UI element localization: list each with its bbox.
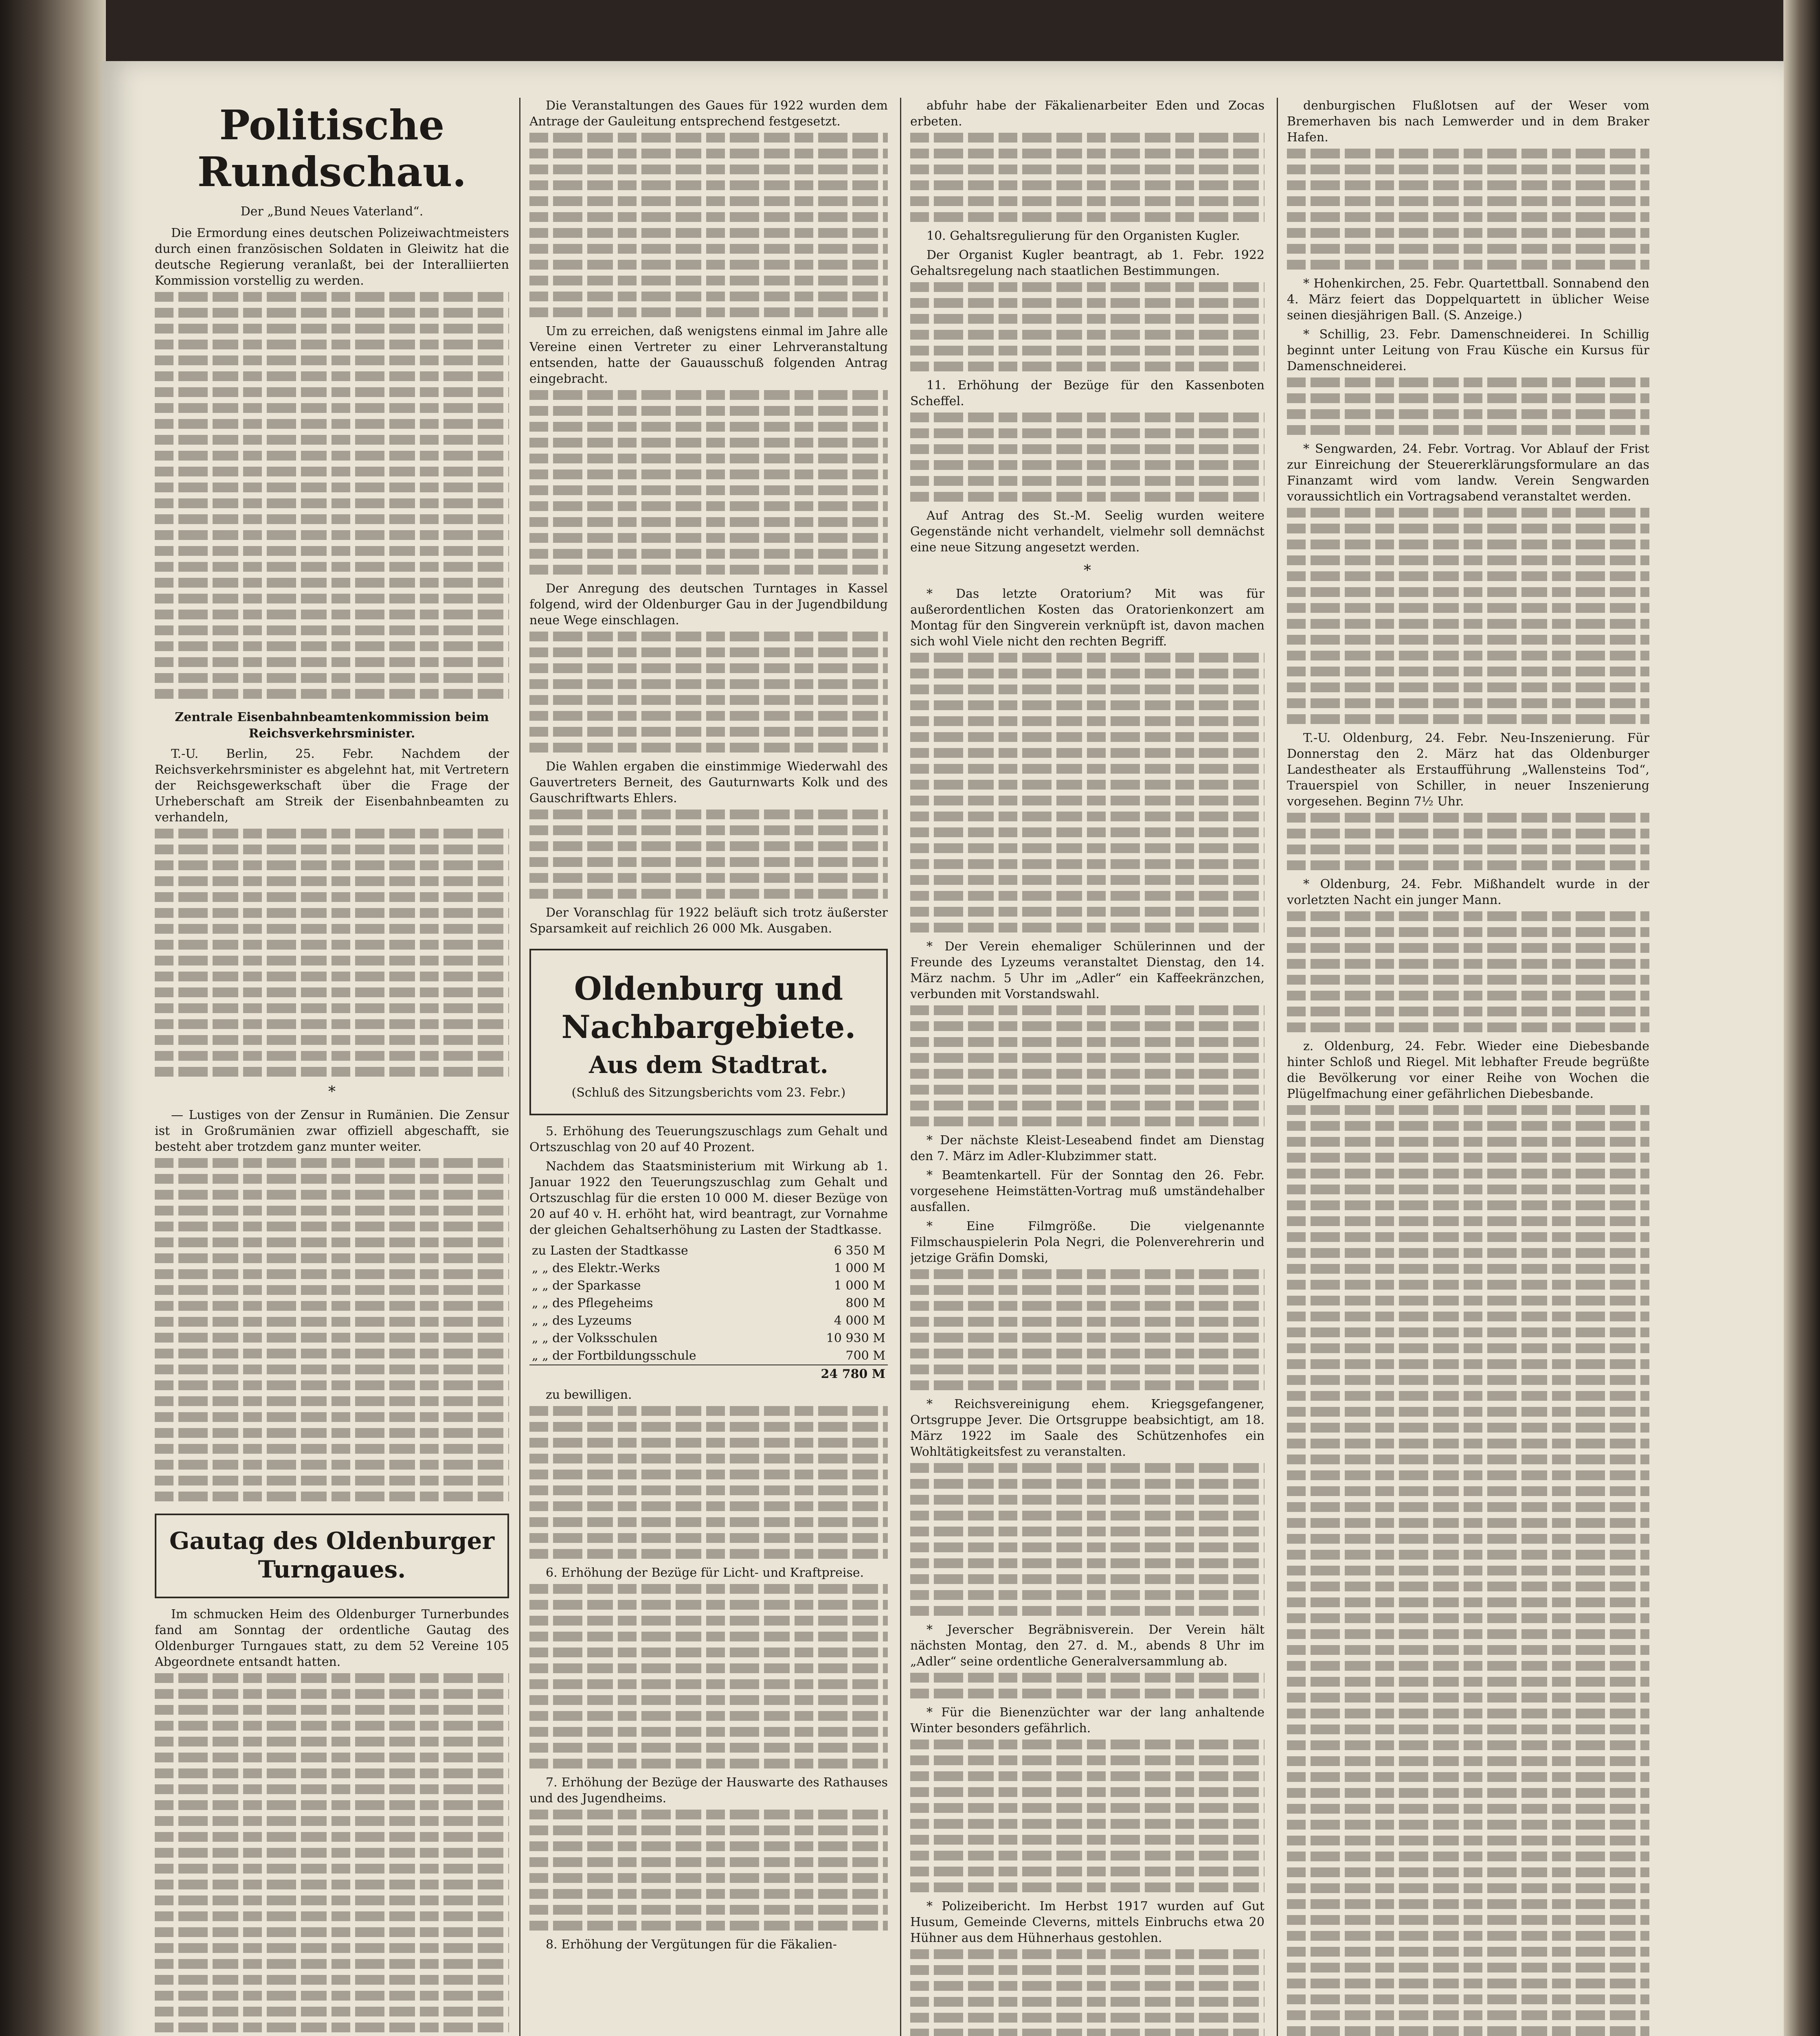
column-3 [910,98,1265,2036]
article-lead: * Schillig, 23. Febr. Damenschneiderei. In Schillig beginnt unter Leitung von Frau Küsche ein Kursus für Damenschneiderei. [1287,327,1649,373]
article-lead: Die Ermordung eines deutschen Polizeiwachtmeisters durch einen französischen Soldaten in Gleiwitz hat die deutsche Regierung veranlaßt, bei der Interalliierten Kommission vorstellig zu werden. [155,226,509,288]
article-lead: Um zu erreichen, daß wenigstens einmal im Jahre alle Vereine einen Vertreter zu einer Lehrveranstaltung entsenden, hatte der Gauausschuß folgenden Antrag eingebracht. [529,324,888,386]
article-lead: * Der Verein ehemaliger Schülerinnen und der Freunde des Lyzeums veranstaltet Dienstag, den 14. März nachm. 5 Uhr im „Adler“ ein Kaffeekränzchen, verbunden mit Vorstandswahl. [910,939,1265,1001]
cost-amount: 1 000 M [834,1279,885,1293]
cost-total-row [529,1365,888,1383]
article-lead: 11. Erhöhung der Bezüge für den Kassenboten Scheffel. [910,378,1265,408]
article-lead: Auf Antrag des St.-M. Seelig wurden weitere Gegenstände nicht verhandelt, vielmehr soll demnächst eine neue Sitzung angesetzt werden. [910,509,1265,555]
article-lead: * Jeverscher Begräbnisverein. Der Verein hält nächsten Montag, den 27. d. M., abends 8 Uhr im „Adler“ seine ordentliche Generalversammlung ab. [910,1623,1265,1669]
cost-label: „ „ des Lyzeums [532,1314,632,1328]
article-lead: denburgischen Flußlotsen auf der Weser vom Bremerhaven bis nach Lemwerder und in dem Braker Hafen. [1287,99,1649,145]
article-lead: 7. Erhöhung der Bezüge der Hauswarte des Rathauses und des Jugendheims. [529,1775,888,1806]
cost-amount: 800 M [845,1296,885,1310]
article-heading-gautag: Gautag des Oldenburger Turngaues. [169,1527,495,1583]
cost-amount: 1 000 M [834,1261,885,1275]
session-note: (Schluß des Sitzungsberichts vom 23. Febr.) [571,1086,846,1100]
cost-label: „ „ der Sparkasse [532,1279,641,1293]
cost-label: „ „ der Fortbildungsschule [532,1349,696,1363]
page-edge [1783,0,1820,2036]
cost-row [529,1347,888,1365]
section-separator: * [328,1084,336,1100]
article-lead: T.-U. Berlin, 25. Febr. Nachdem der Reichsverkehrsminister es abgelehnt hat, mit Vertretern der Reichsgewerkschaft über die Frage der Urheberschaft am Streik der Eisenbahnbeamten zu verhandeln, [155,747,509,825]
column-1 [155,98,509,2036]
cost-amount: 10 930 M [826,1331,885,1345]
cost-label: „ „ des Pflegeheims [532,1296,653,1310]
article-lead: Der Voranschlag für 1922 beläuft sich trotz äußerster Sparsamkeit auf reichlich 26 000 Mk. Ausgaben. [529,906,888,936]
section-separator: * [1084,562,1091,579]
article-lead: 6. Erhöhung der Bezüge für Licht- und Kraftpreise. [546,1566,864,1580]
cost-row [529,1330,888,1347]
section-box-oldenburg [529,949,888,1115]
article-lead: * Beamtenkartell. Für der Sonntag den 26. Febr. vorgesehene Heimstätten-Vortrag muß umständehalber ausfallen. [910,1168,1265,1214]
article-subheading: Zentrale Eisenbahnbeamtenkommission beim Reichsverkehrsminister. [175,710,489,741]
column-2 [529,98,888,2036]
section-heading-oldenburg: Oldenburg und Nachbargebiete. [561,970,856,1046]
column-4 [1287,98,1649,2036]
article-lead: * Polizeibericht. Im Herbst 1917 wurden auf Gut Husum, Gemeinde Cleverns, mittels Einbruchs etwa 20 Hühner aus dem Hühnerhaus gestohlen. [910,1899,1265,1945]
article-subheading: Der „Bund Neues Vaterland“. [240,204,424,219]
article-lead: 5. Erhöhung des Teuerungszuschlags zum Gehalt und Ortszuschlag von 20 auf 40 Prozent. [529,1124,888,1154]
cost-row [529,1294,888,1312]
cost-table [529,1242,888,1383]
cost-label: „ „ der Volksschulen [532,1331,658,1345]
cost-amount: 4 000 M [834,1314,885,1328]
cost-amount: 6 350 M [834,1244,885,1258]
article-lead: * Das letzte Oratorium? Mit was für außerordentlichen Kosten das Oratorienkonzert am Montag für den Singverein verknüpft ist, davon machen sich wohl Viele nicht den rechten Begriff. [910,587,1265,649]
article-lead: z. Oldenburg, 24. Febr. Wieder eine Diebesbande hinter Schloß und Riegel. Mit lebhafter Freude begrüßte die Bevölkerung vor einer Reihe von Wochen die Plügelfmachung einer gefährlichen Diebesbande. [1287,1039,1649,1101]
article-lead: * Oldenburg, 24. Febr. Mißhandelt wurde in der vorletzten Nacht ein junger Mann. [1287,877,1649,907]
cost-label: zu Lasten der Stadtkasse [532,1244,688,1258]
article-lead: abfuhr habe der Fäkalienarbeiter Eden und Zocas erbeten. [910,99,1265,129]
cost-label: „ „ des Elektr.-Werks [532,1261,660,1275]
article-lead: Die Veranstaltungen des Gaues für 1922 wurden dem Antrage der Gauleitung entsprechend festgesetzt. [529,99,888,129]
book-binding [0,0,106,2036]
article-lead: Der Organist Kugler beantragt, ab 1. Febr. 1922 Gehaltsregelung nach staatlichen Bestimmungen. [910,248,1265,278]
article-lead: Der Anregung des deutschen Turntages in Kassel folgend, wird der Oldenburger Gau in der Jugendbildung neue Wege einschlagen. [529,581,888,627]
cost-row [529,1277,888,1294]
article-box-gautag [155,1514,509,1598]
column-rule [900,98,901,2036]
article-lead: * Hohenkirchen, 25. Febr. Quartettball. Sonnabend den 4. März feiert das Doppelquartett in üblicher Weise seinen diesjährigen Ball. (S. Anzeige.) [1287,276,1649,323]
article-lead: * Eine Filmgröße. Die vielgenannte Filmschauspielerin Pola Negri, die Polenverehrerin und jetzige Gräfin Domski, [910,1219,1265,1265]
article-lead: * Reichsvereinigung ehem. Kriegsgefangener, Ortsgruppe Jever. Die Ortsgruppe beabsichtigt, am 18. März 1922 im Saale des Schützenhofes ein Wohltätigkeitsfest zu veranstalten. [910,1397,1265,1459]
article-lead: * Der nächste Kleist-Leseabend findet am Dienstag den 7. März im Adler-Klubzimmer statt. [910,1133,1265,1163]
cost-row [529,1259,888,1277]
article-lead: Die Wahlen ergaben die einstimmige Wiederwahl des Gauvertreters Berneit, des Gauturnwarts Kolk und des Gauschriftwarts Ehlers. [529,759,888,805]
section-heading-politische-rundschau: Politische Rundschau. [197,101,467,196]
cost-row [529,1312,888,1330]
column-rule [1277,98,1278,2036]
article-lead: — Lustiges von der Zensur in Rumänien. Die Zensur ist in Großrumänien zwar offiziell abgeschafft, sie besteht aber trotzdem ganz munter weiter. [155,1108,509,1154]
article-lead: zu bewilligen. [546,1388,632,1402]
article-lead: Nachdem das Staatsministerium mit Wirkung ab 1. Januar 1922 den Teuerungszuschlag zum Gehalt und Ortszuschlag für die ersten 10 000 M. dieser Bezüge von 20 auf 40 v. H. erhöht hat, wird beantragt, zur Vornahme der gleichen Gehaltserhöhung zu Lasten der Stadtkasse. [529,1159,888,1237]
article-lead: 8. Erhöhung der Vergütungen für die Fäkalien- [546,1937,837,1952]
newspaper-page [102,61,1784,2036]
article-lead: * Sengwarden, 24. Febr. Vortrag. Vor Ablauf der Frist zur Einreichung der Steuererklärungsformulare an das Finanzamt wird vom landw. Verein Sengwarden voraussichtlich ein Vortragsabend veranstaltet werden. [1287,442,1649,504]
article-lead: Im schmucken Heim des Oldenburger Turnerbundes fand am Sonntag der ordentliche Gautag des Oldenburger Turngaues statt, zu dem 52 Vereine 105 Abgeordnete entsandt hatten. [155,1607,509,1669]
column-rule [519,98,520,2036]
article-lead: 10. Gehaltsregulierung für den Organisten Kugler. [926,229,1240,243]
article-lead: * Für die Bienenzüchter war der lang anhaltende Winter besonders gefährlich. [910,1705,1265,1735]
cost-total: 24 780 M [784,1365,888,1383]
cost-row [529,1242,888,1259]
cost-amount: 700 M [845,1349,885,1363]
article-lead: T.-U. Oldenburg, 24. Febr. Neu-Inszenierung. Für Donnerstag den 2. März hat das Oldenburger Landestheater als Erstaufführung „Wallensteins Tod“, Trauerspiel von Schiller, in neuer Inszenierung vorgesehen. Beginn 7½ Uhr. [1287,731,1649,809]
section-subheading-stadtrat: Aus dem Stadtrat. [589,1051,828,1079]
